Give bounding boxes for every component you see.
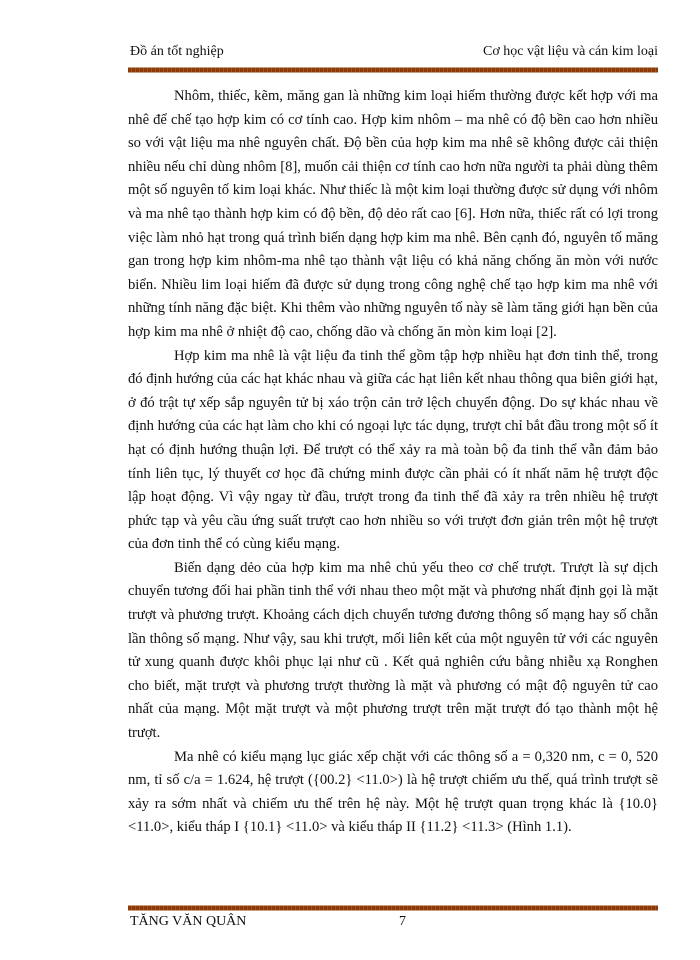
header-subject: Cơ học vật liệu và cán kim loại bbox=[483, 44, 658, 59]
paragraph: Nhôm, thiếc, kẽm, măng gan là những kim loại hiếm thường được kết hợp với ma nhê để chế tạo hợp kim có cơ tính cao. Hợp kim nhôm – ma nhê có độ bền cao hơn nhiều so với vật liệu ma nhê nguyên chất. Độ bền của hợp kim ma nhê sẽ không được cải thiện nhiều nếu chỉ dùng nhôm [8], muốn cải thiện cơ tính cao hơn nữa người ta phải dùng thêm một số nguyên tố kim loại khác. Như thiếc là một kim loại thường được sử dụng với nhôm và ma nhê tạo thành hợp kim có độ bền, độ dẻo rất cao [6]. Hơn nữa, thiếc rất có lợi trong việc làm nhỏ hạt trong quá trình biến dạng hợp kim ma nhê. Bên cạnh đó, nguyên tố măng gan trong hợp kim nhôm-ma nhê tạo thành vật liệu có khả năng chống ăn mòn với nước biển. Nhiều lim loại hiếm đã được sử dụng trong công nghệ chế tạo hợp kim ma nhê với những tính năng đặc biệt. Khi thêm vào những nguyên tố này sẽ làm tăng giới hạn bền của hợp kim ma nhê ở nhiệt độ cao, chống dão và chống ăn mòn kim loại [2]. bbox=[128, 88, 658, 340]
paragraph: Hợp kim ma nhê là vật liệu đa tinh thể gồm tập hợp nhiều hạt đơn tinh thể, trong đó định hướng của các hạt khác nhau và giữa các hạt liên kết nhau thông qua biên giới hạt, ở đó trật tự xếp sắp nguyên tử bị xáo trộn cản trở lệch chuyển động. Do sự khác nhau về định hướng của các hạt làm cho khi có ngoại lực tác dụng, trượt chỉ bắt đầu trong một số ít hạt có định hướng thuận lợi. Để trượt có thể xảy ra mà toàn bộ đa tinh thể vẫn đảm bảo tính liên tục, lý thuyết cơ học đã chứng minh được cần phải có ít nhất năm hệ trượt độc lập hoạt động. Vì vậy ngay từ đầu, trượt trong đa tinh thể đã xảy ra trên nhiều hệ trượt phức tạp và yêu cầu ứng suất trượt cao hơn nhiều so với trượt đơn giản trên một hệ trượt của đơn tinh thể có cùng kiểu mạng. bbox=[128, 347, 658, 553]
document-body bbox=[128, 85, 658, 840]
header-document-type: Đồ án tốt nghiệp bbox=[130, 44, 224, 59]
page-number: 7 bbox=[399, 914, 406, 929]
paragraph: Ma nhê có kiểu mạng lục giác xếp chặt với các thông số a = 0,320 nm, c = 0, 520 nm, tỉ số c/a = 1.624, hệ trượt ({00.2} <11.0>) là hệ trượt chiếm ưu thế, quá trình trượt sẽ xảy ra sớm nhất và chiếm ưu thế trên hệ này. Một hệ trượt quan trọng khác là {10.0} <11.0>, kiểu tháp I {10.1} <11.0> và kiểu tháp II {11.2} <11.3> (Hình 1.1). bbox=[128, 748, 658, 836]
paragraph: Biến dạng dẻo của hợp kim ma nhê chủ yếu theo cơ chế trượt. Trượt là sự dịch chuyển tương đối hai phần tinh thể với nhau theo một mặt và phương nhất định gọi là mặt trượt và phương trượt. Khoảng cách dịch chuyển tương đương thông số mạng hay số chẵn lần thông số mạng. Như vậy, sau khi trượt, mối liên kết của một nguyên tử với các nguyên tử xung quanh được khôi phục lại như cũ . Kết quả nghiên cứu bằng nhiễu xạ Ronghen cho biết, mặt trượt và phương trượt thường là mặt và phương có mật độ nguyên tử cao nhất của mạng. Một mặt trượt và một phương trượt trên mặt trượt đó tạo thành một hệ trượt. bbox=[128, 559, 658, 742]
footer-divider bbox=[128, 905, 658, 911]
header-divider bbox=[128, 67, 658, 73]
page-footer bbox=[128, 914, 660, 930]
footer-author: TĂNG VĂN QUÂN bbox=[130, 914, 247, 929]
page-header bbox=[128, 44, 660, 60]
